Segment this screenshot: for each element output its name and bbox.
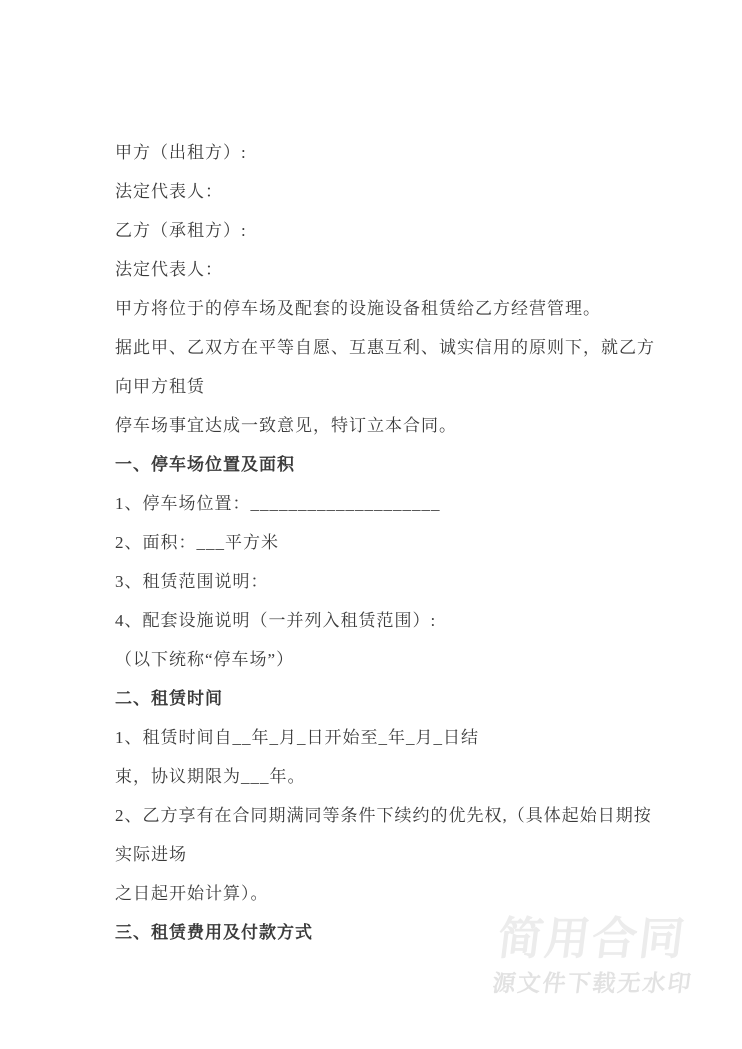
party-b-legal-rep-label: 法定代表人： [115,260,223,279]
party-a-legal-rep-label: 法定代表人： [115,182,223,201]
clause-1-3-lease-scope: 3、租赁范围说明： [115,572,269,591]
intro-paragraph-line-3: 向甲方租赁 [115,377,205,396]
section-2-heading: 二、租赁时间 [115,689,223,708]
clause-1-1-location: 1、停车场位置：____________________ [115,494,441,513]
clause-2-2-line-2: 实际进场 [115,845,187,864]
contract-body [115,131,655,950]
clause-2-1-line-2: 束，协议期限为___年。 [115,767,306,786]
clause-1-note: （以下统称“停车场”） [115,650,295,669]
clause-2-2-line-1: 2、乙方享有在合同期满同等条件下续约的优先权,（具体起始日期按 [115,806,652,825]
clause-2-1-line-1: 1、租赁时间自__年_月_日开始至_年_月_日结 [115,728,479,747]
party-a-label: 甲方（出租方）: [115,143,247,162]
party-b-label: 乙方（承租方）: [115,221,247,240]
intro-paragraph-line-1: 甲方将位于的停车场及配套的设施设备租赁给乙方经营管理。 [115,299,601,318]
clause-1-2-area: 2、面积：___平方米 [115,533,279,552]
intro-paragraph-line-2: 据此甲、乙双方在平等自愿、互惠互利、诚实信用的原则下，就乙方 [115,338,655,357]
intro-paragraph-line-4: 停车场事宜达成一致意见，特订立本合同。 [115,416,457,435]
watermark-subtitle-text: 源文件下载无水印 [491,970,695,996]
watermark-logo-text: 简用合同 [494,913,690,964]
section-3-heading: 三、租赁费用及付款方式 [115,923,313,942]
section-1-heading: 一、停车场位置及面积 [115,455,295,474]
clause-2-2-line-3: 之日起开始计算）。 [115,884,269,903]
clause-1-4-facilities: 4、配套设施说明（一并列入租赁范围）: [115,611,437,630]
